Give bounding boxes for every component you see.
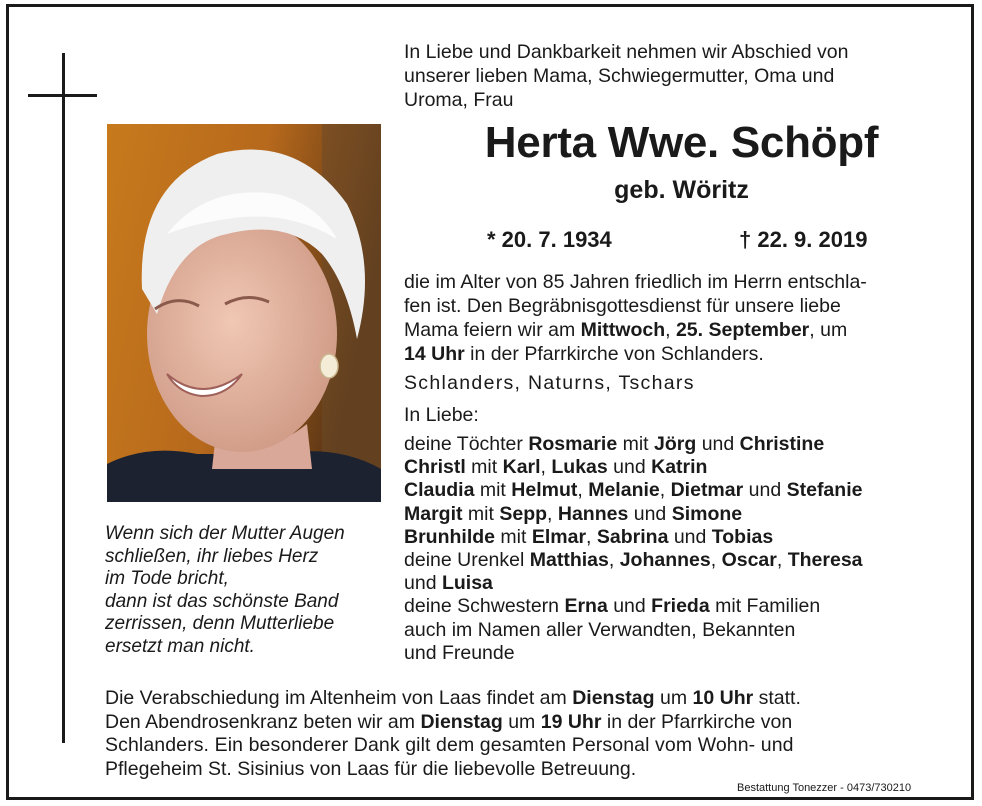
mourner-line: auch im Namen aller Verwandten, Bekannten: [404, 618, 796, 641]
mourner-line: deine Töchter Rosmarie mit Jörg und Christine: [404, 433, 825, 455]
text-line: 14 Uhr in der Pfarrkirche von Schlanders.: [404, 343, 764, 365]
mourner-line: Brunhilde mit Elmar, Sabrina und Tobias: [404, 525, 774, 548]
text-line: fen ist. Den Begräbnisgottesdienst für unsere liebe: [404, 295, 841, 317]
quote-line: dann ist das schönste Band: [105, 590, 339, 612]
obituary-frame: [6, 4, 974, 800]
quote: [105, 523, 405, 659]
intro-line: Uroma, Frau: [404, 89, 514, 111]
closing-line: Die Verabschiedung im Altenheim von Laas findet am Dienstag um 10 Uhr statt.: [105, 687, 801, 709]
quote-line: zerrissen, denn Mutterliebe: [105, 613, 335, 635]
mourners-list: [404, 433, 964, 665]
deceased-name: Herta Wwe. Schöpf: [484, 118, 879, 167]
mourner-line: und Luisa: [404, 572, 493, 595]
cross-icon-bar: [28, 94, 97, 97]
intro-line: In Liebe und Dankbarkeit nehmen wir Abschied von: [404, 41, 849, 63]
cross-icon: [62, 53, 65, 743]
closing-line: Schlanders. Ein besonderer Dank gilt dem gesamten Personal vom Wohn- und: [105, 734, 794, 756]
death-date: † 22. 9. 2019: [739, 227, 868, 252]
mourner-line: und Freunde: [404, 641, 515, 664]
mourner-line: Margit mit Sepp, Hannes und Simone: [404, 502, 743, 525]
text-line: die im Alter von 85 Jahren friedlich im Herrn entschla-: [404, 271, 867, 293]
intro-text: [404, 40, 959, 112]
birth-date: * 20. 7. 1934: [487, 227, 612, 252]
closing-line: Den Abendrosenkranz beten wir am Dienstag um 19 Uhr in der Pfarrkirche von: [105, 710, 793, 733]
funeral-home-credit: Bestattung Tonezzer - 0473/730210: [737, 782, 912, 794]
mourner-line: Christl mit Karl, Lukas und Katrin: [404, 456, 708, 479]
quote-line: im Tode bricht,: [105, 568, 229, 590]
intro-line: unserer lieben Mama, Schwiegermutter, Oma und: [404, 65, 835, 87]
quote-line: schließen, ihr liebes Herz: [105, 545, 319, 567]
text-line: Mama feiern wir am Mittwoch, 25. September, um: [404, 319, 848, 341]
quote-line: Wenn sich der Mutter Augen: [105, 523, 345, 544]
maiden-name: geb. Wöritz: [614, 176, 749, 204]
places: Schlanders, Naturns, Tschars: [404, 372, 695, 394]
quote-line: ersetzt man nicht.: [105, 635, 255, 657]
mourner-line: deine Urenkel Matthias, Johannes, Oscar, Theresa: [404, 549, 863, 572]
mourner-line: deine Schwestern Erna und Frieda mit Familien: [404, 595, 821, 618]
mourner-line: Claudia mit Helmut, Melanie, Dietmar und Stefanie: [404, 479, 863, 502]
portrait-photo: [107, 124, 381, 502]
in-love-label: In Liebe:: [404, 404, 479, 426]
announcement-text: [404, 270, 959, 366]
closing-text: [105, 687, 965, 781]
closing-line: Pflegeheim St. Sisinius von Laas für die liebevolle Betreuung.: [105, 757, 637, 780]
